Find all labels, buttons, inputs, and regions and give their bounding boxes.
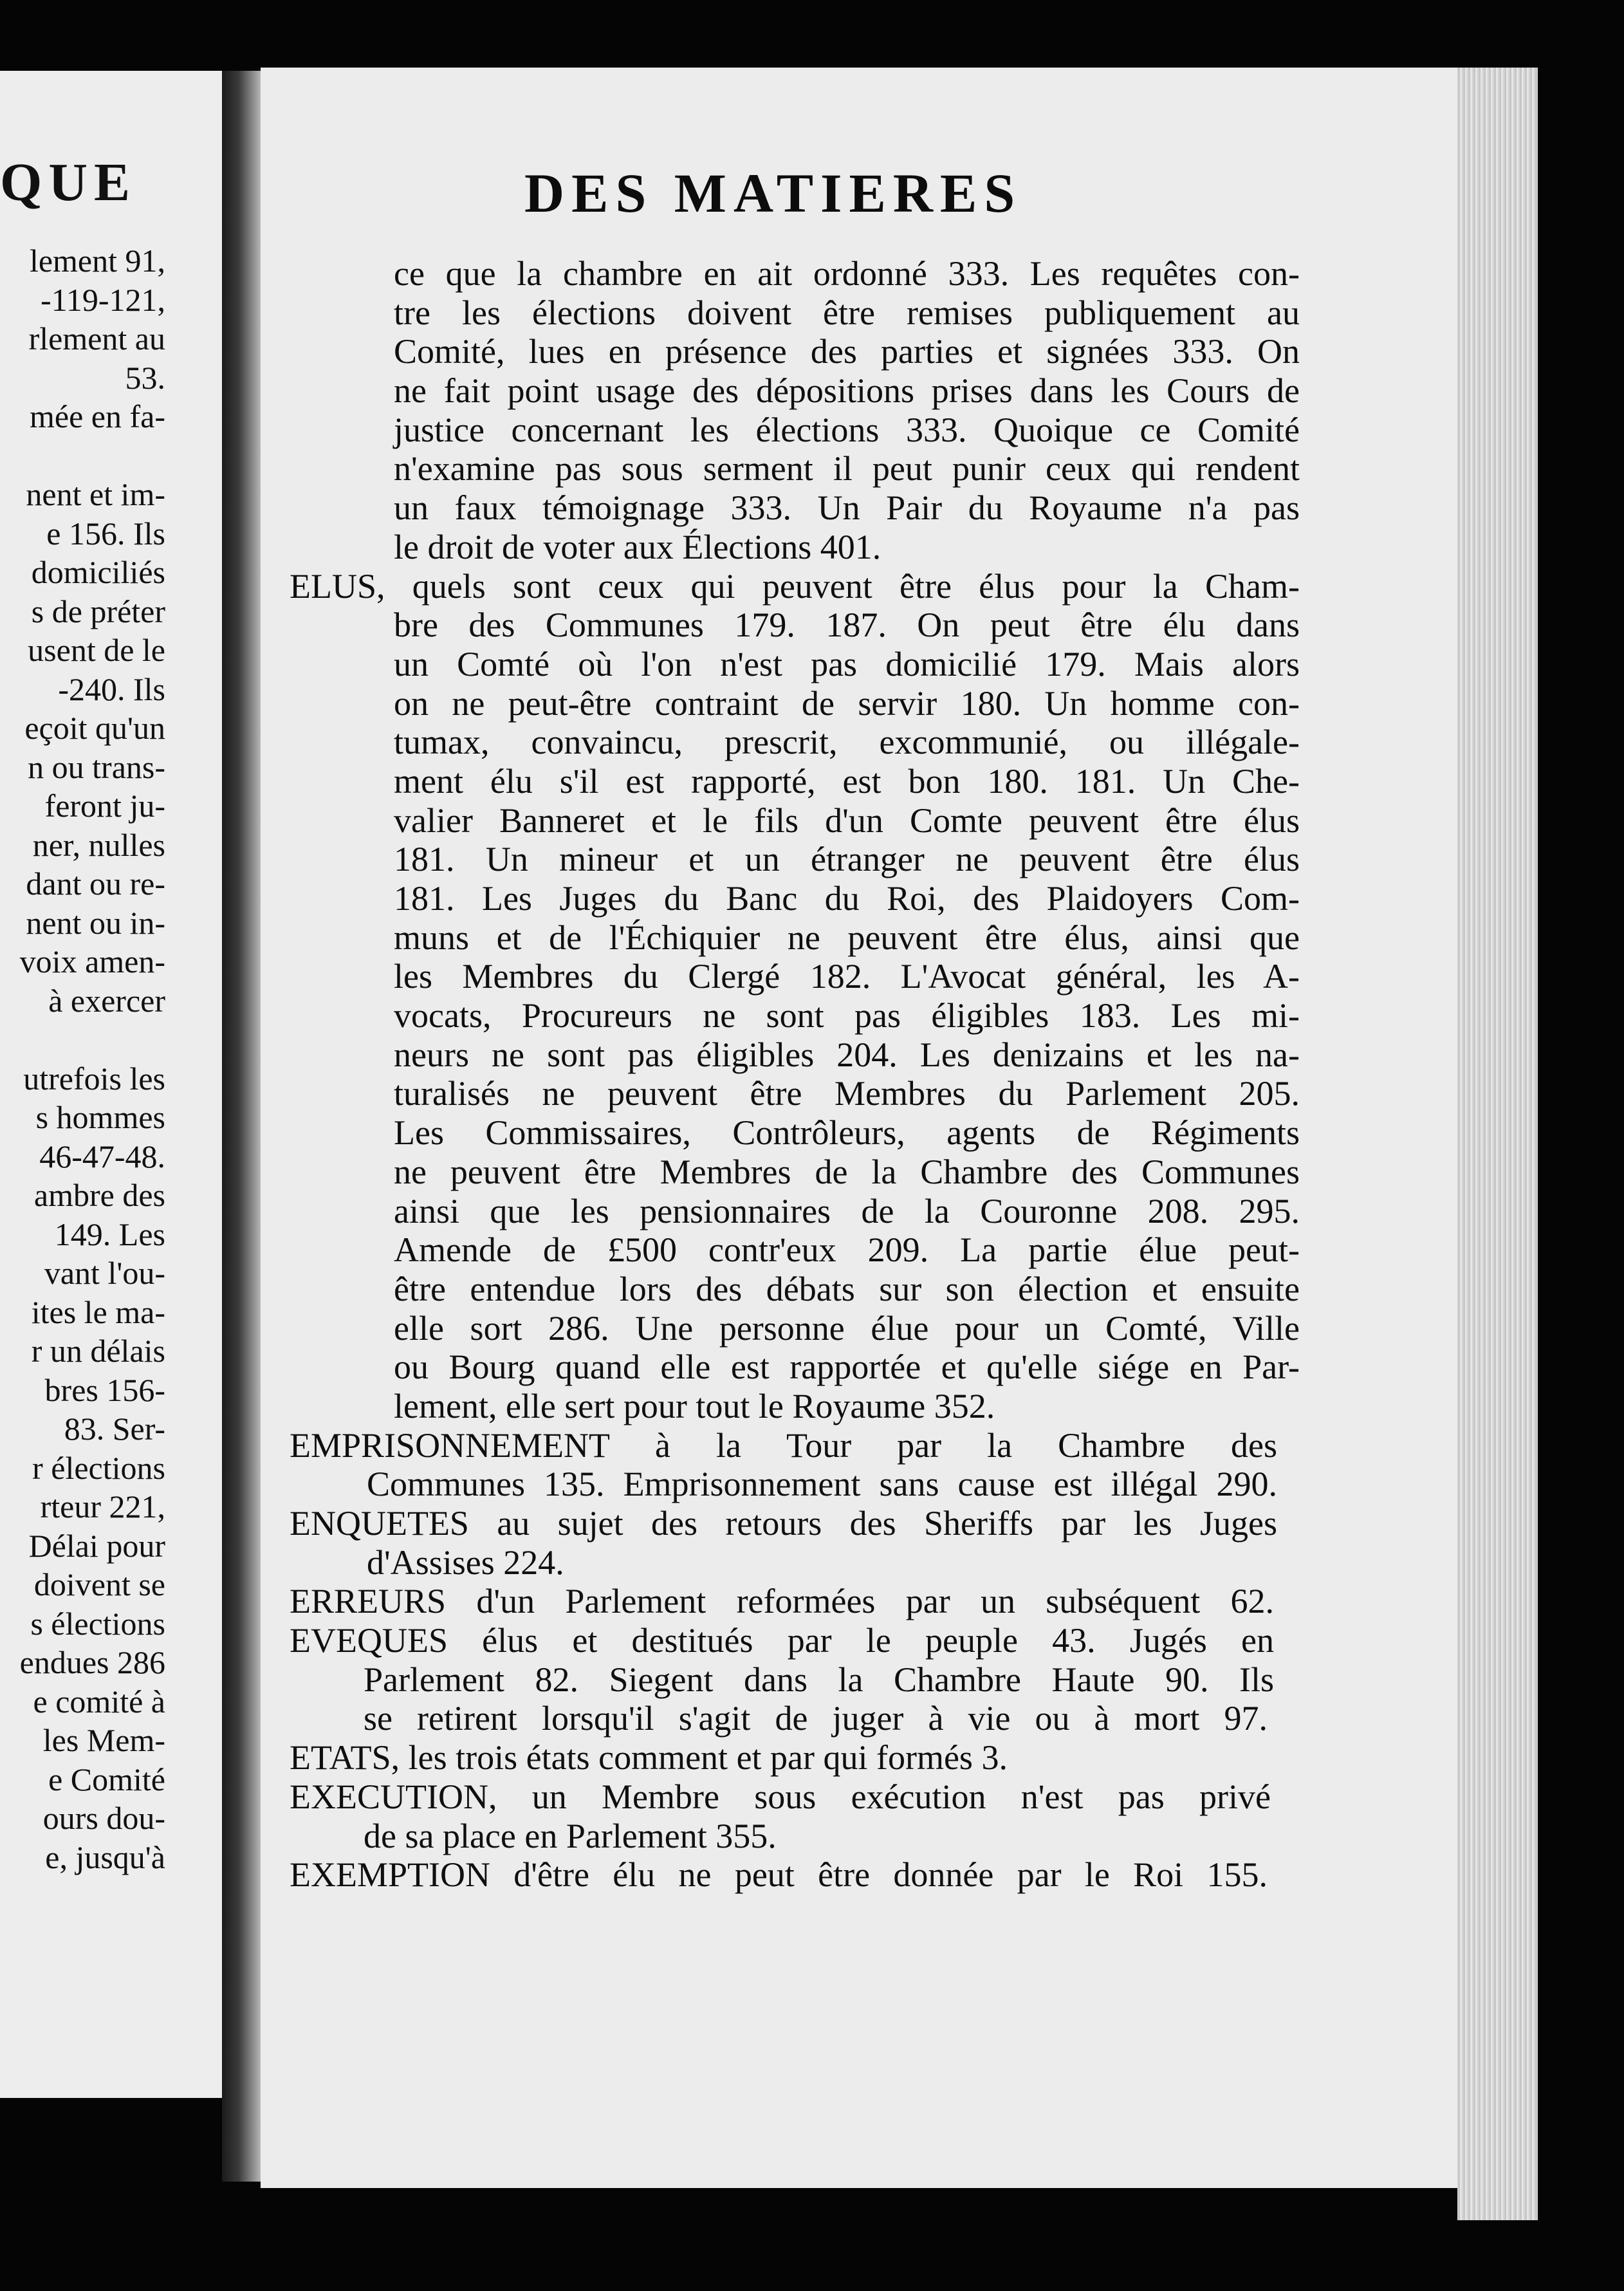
index-line: d'Assises 224. bbox=[367, 1543, 564, 1582]
left-line: 83. Ser- bbox=[64, 1411, 165, 1447]
index-line: ne fait point usage des dépositions prises dans les Cours de bbox=[394, 371, 1300, 411]
left-line: e comité à bbox=[33, 1683, 165, 1720]
index-entry-heading: EXEMPTION d'être élu ne peut être donnée par le Roi 155. bbox=[290, 1855, 1268, 1895]
left-line: -119-121, bbox=[41, 281, 165, 318]
left-line: 46-47-48. bbox=[39, 1138, 165, 1174]
index-entry-heading: ERREURS d'un Parlement reformées par un subséquent 62. bbox=[290, 1582, 1274, 1621]
left-line: e, jusqu'à bbox=[45, 1839, 165, 1875]
index-entry-heading: EVEQUES élus et destitués par le peuple 43. Jugés en bbox=[290, 1621, 1274, 1660]
left-line: ambre des bbox=[33, 1177, 165, 1213]
index-line: justice concernant les élections 333. Quoique ce Comité bbox=[394, 410, 1300, 449]
index-line: les Membres du Clergé 182. L'Avocat général, les A- bbox=[394, 957, 1300, 996]
index-line: elle sort 286. Une personne élue pour un Comté, Ville bbox=[394, 1308, 1300, 1348]
index-line: de sa place en Parlement 355. bbox=[364, 1816, 777, 1855]
left-line: doivent se bbox=[33, 1566, 165, 1602]
left-line: n ou trans- bbox=[28, 748, 165, 785]
index-line: ment élu s'il est rapporté, est bon 180. 181. Un Che- bbox=[394, 761, 1300, 801]
left-line: ours dou- bbox=[42, 1800, 165, 1836]
index-line: tumax, convaincu, prescrit, excommunié, ou illégale- bbox=[394, 723, 1300, 762]
left-line: rlement au bbox=[28, 320, 165, 357]
left-line: ites le ma- bbox=[31, 1294, 165, 1330]
facing-page-left bbox=[0, 71, 222, 2098]
left-line bbox=[0, 1020, 222, 1059]
index-entry-heading: ELUS, quels sont ceux qui peuvent être élus pour la Cham- bbox=[290, 566, 1300, 606]
left-line: lement 91, bbox=[29, 243, 165, 279]
index-entry-heading: EXECUTION, un Membre sous exécution n'est pas privé bbox=[290, 1777, 1271, 1816]
left-line: -240. Ils bbox=[58, 671, 165, 707]
index-line: neurs ne sont pas éligibles 204. Les denizains et les na- bbox=[394, 1035, 1300, 1074]
index-entries bbox=[290, 254, 1300, 1895]
index-line: turalisés ne peuvent être Membres du Parlement 205. bbox=[394, 1074, 1300, 1113]
index-line: tre les élections doivent être remises publiquement au bbox=[394, 293, 1300, 332]
left-line bbox=[0, 436, 222, 476]
index-line: vocats, Procureurs ne sont pas éligibles 183. Les mi- bbox=[394, 996, 1300, 1035]
left-line: nent et im- bbox=[26, 476, 165, 512]
left-line: nent ou in- bbox=[26, 904, 165, 941]
index-line: muns et de l'Échiquier ne peuvent être élus, ainsi que bbox=[394, 918, 1300, 957]
index-line: 181. Un mineur et un étranger ne peuvent être élus bbox=[394, 840, 1300, 879]
index-line: lement, elle sert pour tout le Royaume 352. bbox=[394, 1386, 995, 1425]
page-edges bbox=[1457, 68, 1538, 2220]
index-entry-heading: EMPRISONNEMENT à la Tour par la Chambre des bbox=[290, 1425, 1277, 1465]
index-line: ou Bourg quand elle est rapportée et qu'elle siége en Par- bbox=[394, 1348, 1300, 1387]
running-header: DES MATIERES bbox=[524, 162, 1022, 224]
left-line: endues 286 bbox=[19, 1644, 165, 1680]
left-line: s élections bbox=[30, 1605, 165, 1642]
index-line: Amende de £500 contr'eux 209. La partie élue peut- bbox=[394, 1230, 1300, 1270]
index-line: ne peuvent être Membres de la Chambre des Communes bbox=[394, 1152, 1300, 1191]
index-line: le droit de voter aux Élections 401. bbox=[394, 527, 881, 566]
index-line: ainsi que les pensionnaires de la Couronne 208. 295. bbox=[394, 1191, 1300, 1230]
left-line: e 156. Ils bbox=[46, 515, 165, 552]
index-line: ce que la chambre en ait ordonné 333. Les requêtes con- bbox=[394, 254, 1300, 293]
left-line: domiciliés bbox=[31, 554, 165, 590]
left-line: 53. bbox=[125, 359, 165, 396]
book-gutter bbox=[222, 71, 264, 2182]
left-line: mée en fa- bbox=[30, 398, 165, 434]
left-line: ner, nulles bbox=[32, 826, 165, 863]
left-line: feront ju- bbox=[44, 788, 165, 824]
index-line: Communes 135. Emprisonnement sans cause est illégal 290. bbox=[367, 1465, 1277, 1504]
index-line: on ne peut-être contraint de servir 180. Un homme con- bbox=[394, 683, 1300, 723]
left-line: bres 156- bbox=[44, 1371, 165, 1408]
index-line: Les Commissaires, Contrôleurs, agents de Régiments bbox=[394, 1113, 1300, 1153]
left-line: dant ou re- bbox=[26, 866, 165, 902]
index-entry-heading: ENQUETES au sujet des retours des Sheriffs par les Juges bbox=[290, 1504, 1277, 1543]
index-line: se retirent lorsqu'il s'agit de juger à vie ou à mort 97. bbox=[364, 1699, 1268, 1738]
left-line: s hommes bbox=[35, 1099, 165, 1135]
left-page-text bbox=[0, 241, 222, 1877]
index-line: Comité, lues en présence des parties et signées 333. On bbox=[394, 332, 1300, 371]
left-line: eçoit qu'un bbox=[24, 710, 165, 746]
left-line: 149. Les bbox=[54, 1216, 165, 1252]
left-line: vant l'ou- bbox=[44, 1255, 165, 1291]
index-line: n'examine pas sous serment il peut punir ceux qui rendent bbox=[394, 449, 1300, 488]
left-line: e Comité bbox=[48, 1761, 165, 1797]
left-line: rteur 221, bbox=[40, 1489, 165, 1525]
left-line: Délai pour bbox=[28, 1527, 165, 1564]
index-line: être entendue lors des débats sur son élection et ensuite bbox=[394, 1269, 1300, 1308]
left-line: utrefois les bbox=[23, 1060, 165, 1097]
left-line: s de préter bbox=[31, 593, 165, 629]
left-page-header: QUE bbox=[0, 153, 137, 212]
left-line: voix amen- bbox=[19, 943, 165, 979]
left-line: à exercer bbox=[48, 982, 165, 1019]
index-line: valier Banneret et le fils d'un Comte peuvent être élus bbox=[394, 801, 1300, 840]
left-line: r élections bbox=[32, 1449, 165, 1486]
index-line: Parlement 82. Siegent dans la Chambre Haute 90. Ils bbox=[364, 1660, 1274, 1699]
index-line: un faux témoignage 333. Un Pair du Royaume n'a pas bbox=[394, 488, 1300, 528]
index-line: bre des Communes 179. 187. On peut être élu dans bbox=[394, 606, 1300, 645]
index-line: 181. Les Juges du Banc du Roi, des Plaidoyers Com- bbox=[394, 879, 1300, 918]
index-line: un Comté où l'on n'est pas domicilié 179. Mais alors bbox=[394, 644, 1300, 683]
left-line: r un délais bbox=[31, 1333, 165, 1369]
left-line: usent de le bbox=[28, 632, 165, 668]
left-line: les Mem- bbox=[42, 1722, 165, 1758]
index-entry-heading: ETATS, les trois états comment et par qui formés 3. bbox=[290, 1738, 1008, 1777]
